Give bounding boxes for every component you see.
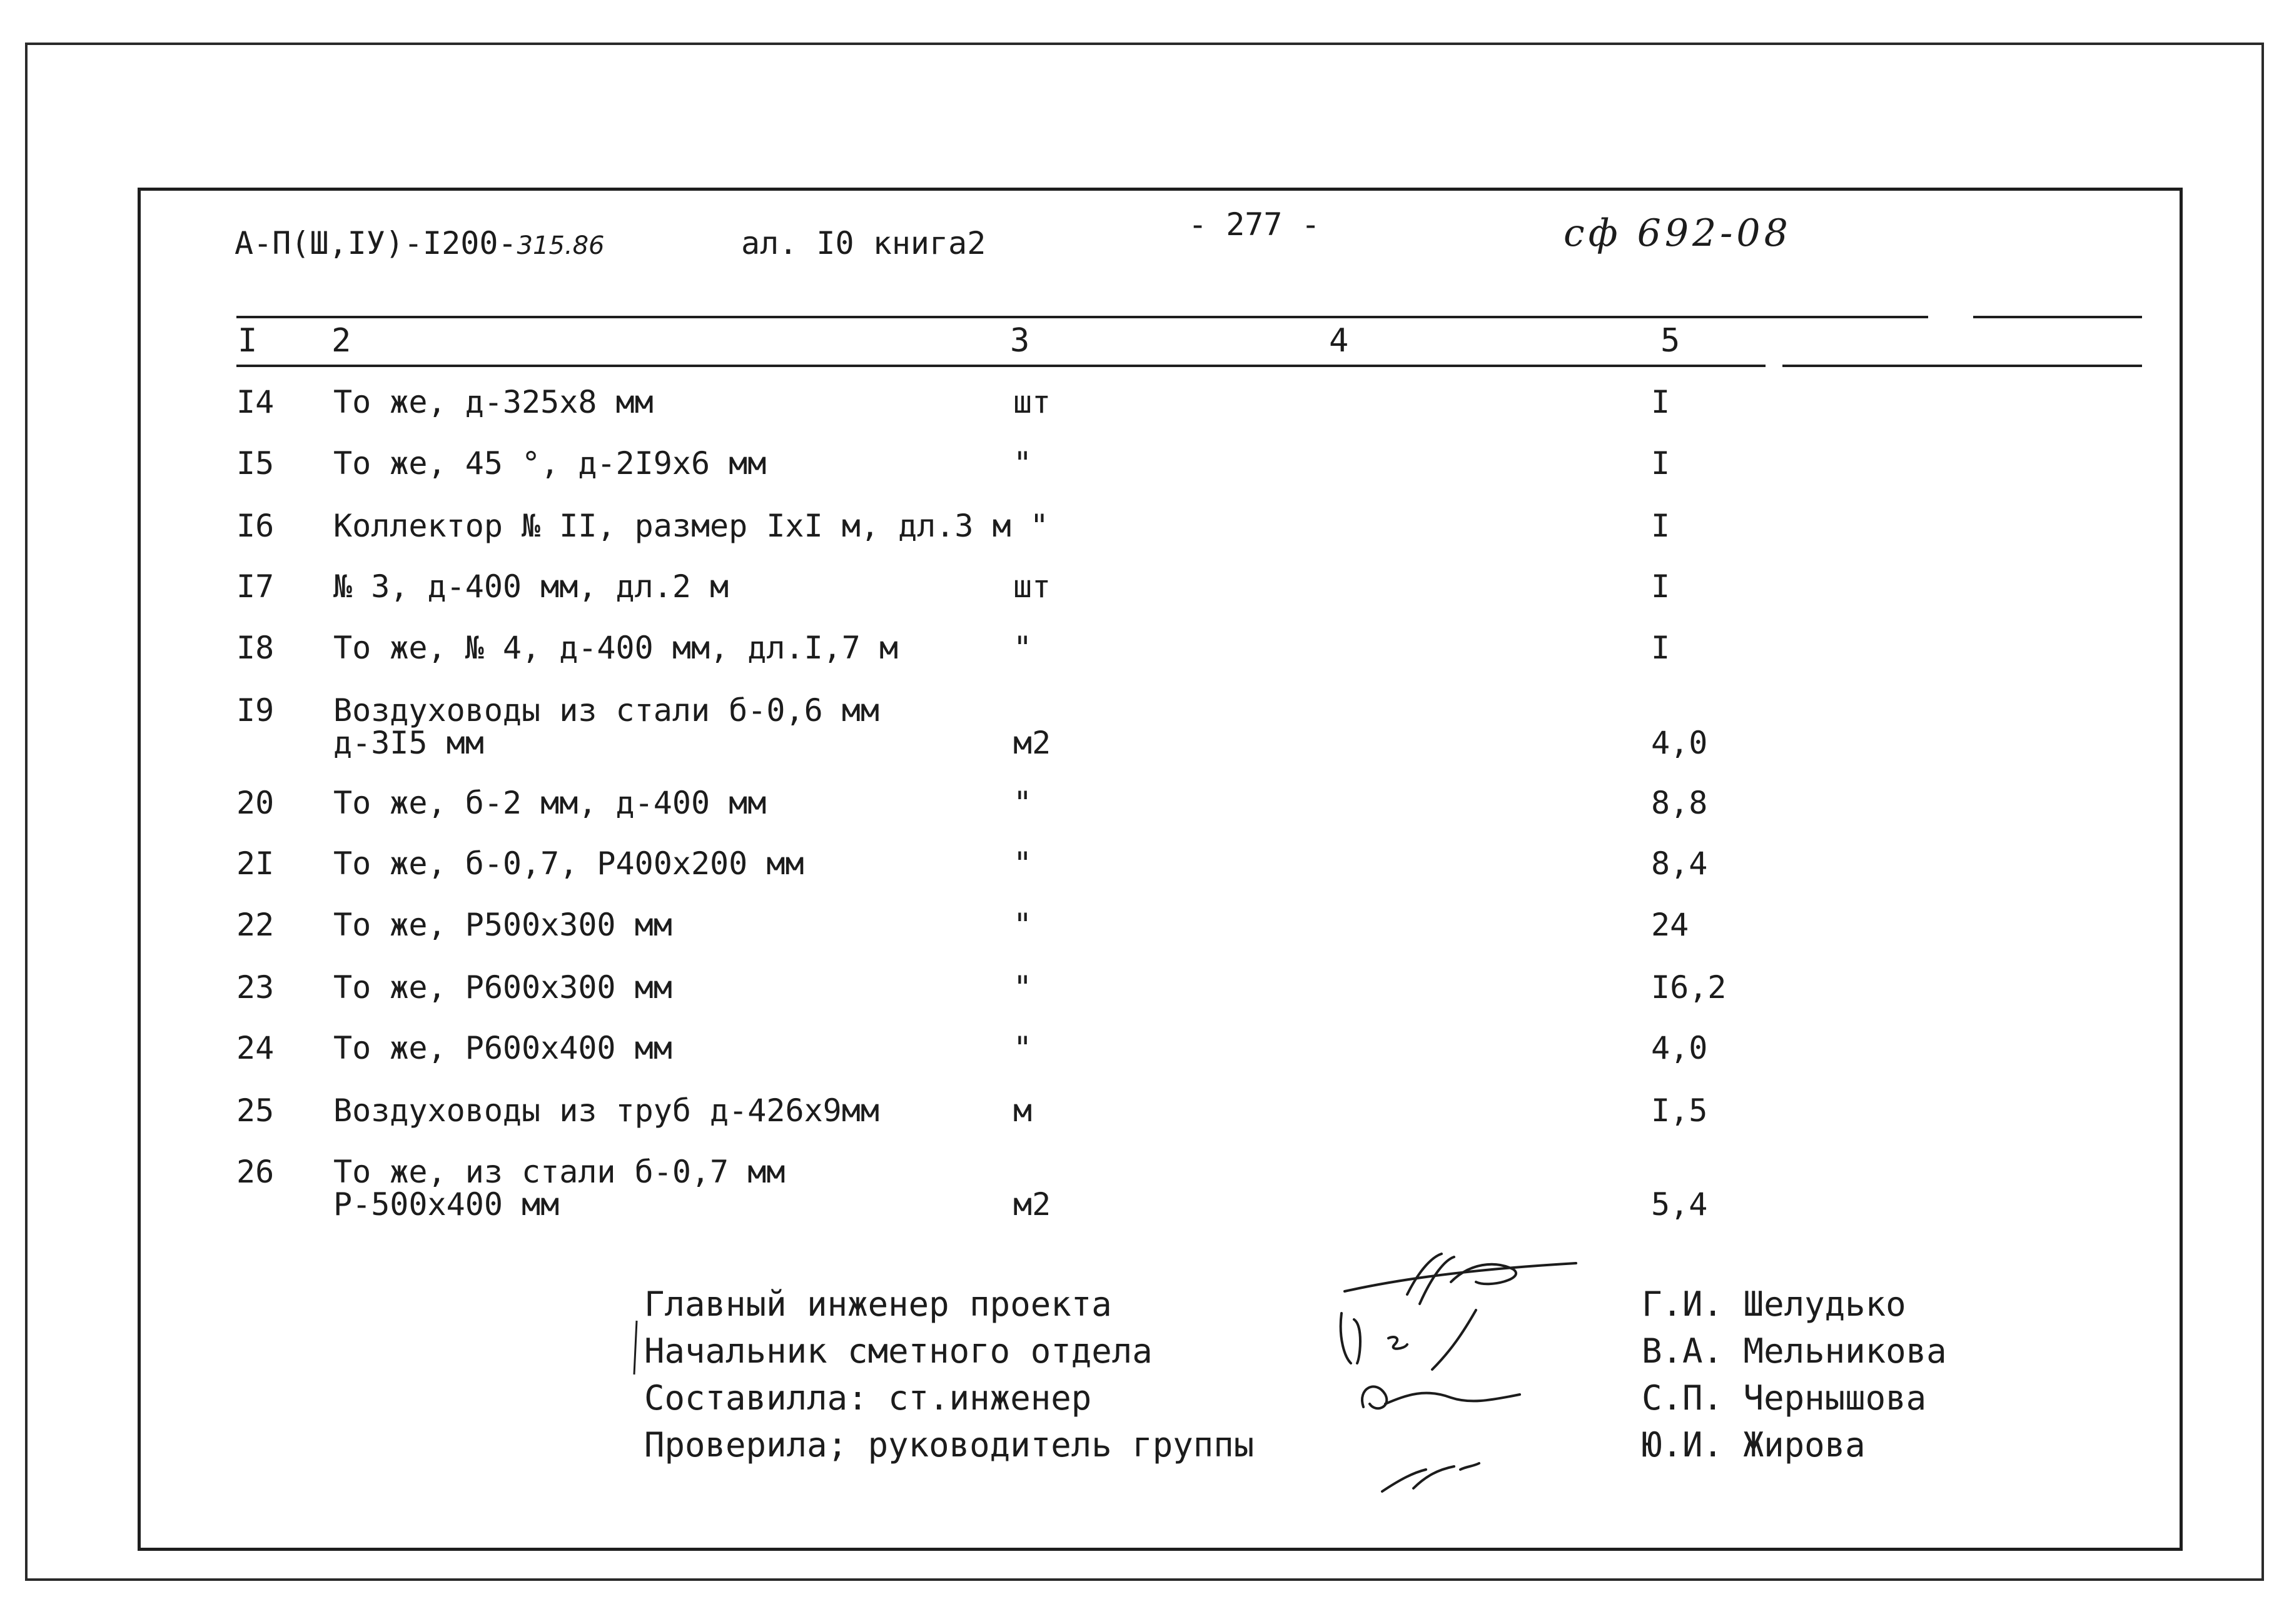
column-header-1: I	[238, 322, 258, 360]
role-checked-by: Проверила; руководитель группы	[644, 1425, 1255, 1465]
row-number: I6	[236, 508, 275, 544]
document-code-main: А-П(Ш,IУ)-I200-	[235, 225, 517, 261]
row-quantity: I	[1651, 445, 1670, 482]
row-quantity: 8,8	[1651, 785, 1708, 821]
role-head-estimates: Начальник сметного отдела	[644, 1331, 1153, 1371]
row-quantity: 5,4	[1651, 1186, 1708, 1223]
row-number: 20	[236, 785, 275, 821]
signature-names	[1642, 1281, 1947, 1468]
row-number: 24	[236, 1030, 275, 1066]
row-quantity: I,5	[1651, 1092, 1708, 1129]
row-name: № 3, д-400 мм, дл.2 м	[333, 568, 729, 605]
role-compiled-by: Составилла: ст.инженер	[644, 1378, 1092, 1418]
row-name: То же, б-2 мм, д-400 мм	[333, 785, 767, 821]
row-unit: м	[1013, 1092, 1033, 1129]
table-top-rule	[236, 316, 1928, 318]
row-name: То же, Р600х300 мм	[333, 969, 672, 1006]
row-unit: м2	[1013, 1186, 1051, 1223]
handwritten-signatures	[1326, 1244, 1601, 1507]
bracket-mark	[633, 1319, 638, 1376]
row-name: То же, № 4, д-400 мм, дл.I,7 м	[333, 630, 899, 666]
column-header-2: 2	[331, 322, 351, 360]
column-header-5: 5	[1660, 322, 1680, 360]
row-unit: "	[1013, 969, 1033, 1006]
row-name: То же, Р600х400 мм	[333, 1030, 672, 1066]
row-number: 23	[236, 969, 275, 1006]
page-number: - 277 -	[1188, 206, 1320, 243]
row-name: То же, из стали б-0,7 мм Р-500х400 мм	[333, 1154, 786, 1223]
row-quantity: 4,0	[1651, 725, 1708, 761]
sf-number: сф 692-08	[1564, 211, 1792, 255]
column-header-3: 3	[1010, 322, 1030, 360]
album-label: ал. I0 книга2	[741, 225, 986, 261]
row-quantity: I	[1651, 630, 1670, 666]
row-number: I4	[236, 384, 275, 420]
row-quantity: 4,0	[1651, 1030, 1708, 1066]
document-code	[235, 225, 605, 261]
row-quantity: I	[1651, 384, 1670, 420]
row-number: 22	[236, 907, 275, 943]
row-name: Коллектор № II, размер IхI м, дл.3 м "	[333, 508, 1049, 544]
column-header-4: 4	[1329, 322, 1349, 360]
row-quantity: I	[1651, 508, 1670, 544]
row-unit: шт	[1013, 568, 1051, 605]
role-chief-engineer: Главный инженер проекта	[644, 1284, 1112, 1324]
document-code-suffix: 315.86	[517, 231, 605, 260]
row-number: 2I	[236, 845, 275, 882]
row-unit: "	[1013, 445, 1033, 482]
row-number: I9	[236, 692, 275, 729]
row-unit: м2	[1013, 725, 1051, 761]
name-checked-by: Ю.И. Жирова	[1642, 1425, 1866, 1465]
row-unit: "	[1013, 1030, 1033, 1066]
row-unit: "	[1013, 907, 1033, 943]
row-unit: шт	[1013, 384, 1051, 420]
row-quantity: I6,2	[1651, 969, 1727, 1006]
row-name: Воздуховоды из труб д-426х9мм	[333, 1092, 879, 1129]
row-name: То же, б-0,7, Р400х200 мм	[333, 845, 804, 882]
row-number: 26	[236, 1154, 275, 1190]
table-top-rule-right	[1973, 316, 2142, 318]
row-quantity: 8,4	[1651, 845, 1708, 882]
row-number: I8	[236, 630, 275, 666]
row-name: То же, 45 °, д-2I9х6 мм	[333, 445, 767, 482]
row-name: То же, Р500х300 мм	[333, 907, 672, 943]
name-compiled-by: С.П. Чернышова	[1642, 1378, 1927, 1418]
row-quantity: I	[1651, 568, 1670, 605]
signature-roles	[644, 1281, 1254, 1468]
row-quantity: 24	[1651, 907, 1689, 943]
row-name: Воздуховоды из стали б-0,6 мм д-3I5 мм	[333, 692, 879, 761]
row-unit: "	[1013, 630, 1033, 666]
row-unit: "	[1013, 845, 1033, 882]
row-number: 25	[236, 1092, 275, 1129]
table-header-rule-right	[1782, 365, 2142, 367]
table-header-rule	[236, 365, 1766, 367]
row-name: То же, д-325х8 мм	[333, 384, 654, 420]
row-number: I5	[236, 445, 275, 482]
name-chief-engineer: Г.И. Шелудько	[1642, 1284, 1906, 1324]
name-head-estimates: В.А. Мельникова	[1642, 1331, 1947, 1371]
row-number: I7	[236, 568, 275, 605]
row-unit: "	[1013, 785, 1033, 821]
